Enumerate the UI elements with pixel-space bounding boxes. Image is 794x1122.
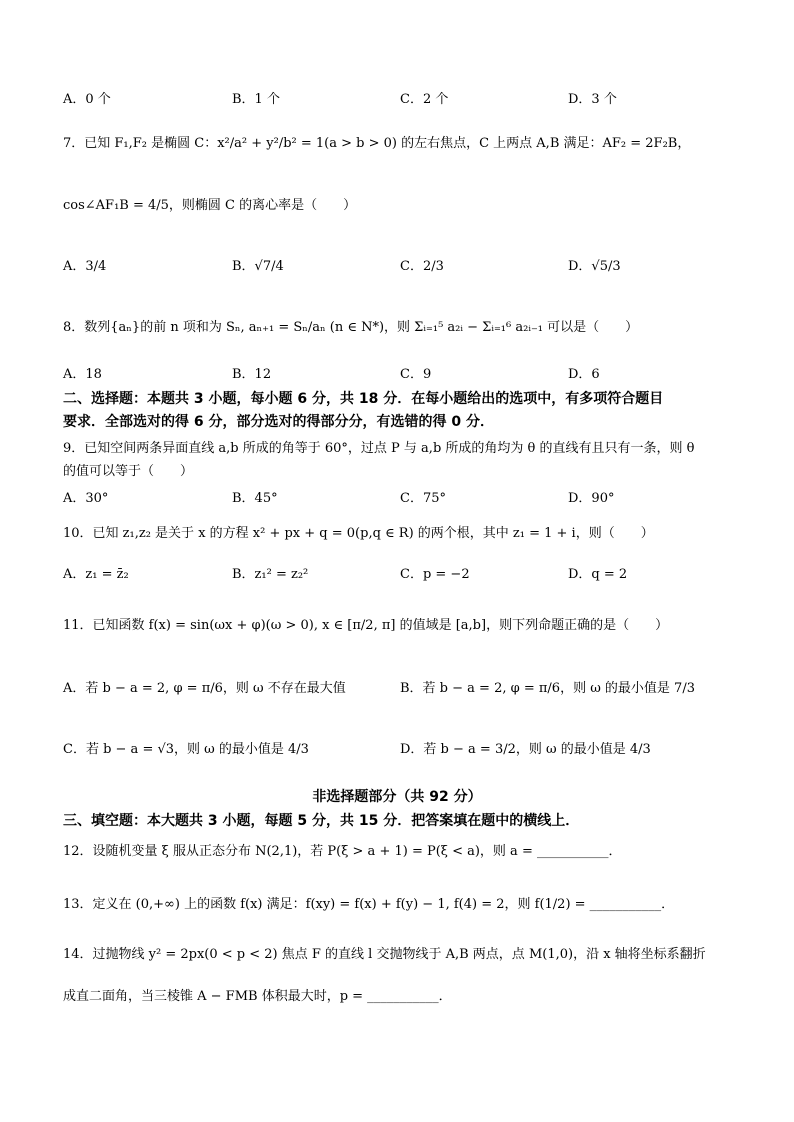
q11-option-a: A．若 b − a = 2, φ = π/6，则 ω 不存在最大值 xyxy=(63,681,346,696)
q10-option-c: C．p = −2 xyxy=(400,567,470,582)
q12-stem: 12．设随机变量 ξ 服从正态分布 N(2,1)，若 P(ξ > a + 1) = P(ξ < a)，则 a = ___________． xyxy=(63,844,622,859)
q6-option-b: B．1 个 xyxy=(232,92,280,107)
q7-option-d: D．√5/3 xyxy=(568,259,621,274)
q11-option-d: D．若 b − a = 3/2，则 ω 的最小值是 4/3 xyxy=(400,742,651,757)
q8-option-c: C．9 xyxy=(400,367,432,382)
q13-stem: 13．定义在 (0,+∞) 上的函数 f(x) 满足：f(xy) = f(x) + f(y) − 1, f(4) = 2，则 f(1/2) = ___________． xyxy=(63,897,675,912)
q10-option-b: B．z₁² = z₂² xyxy=(232,567,309,582)
q6-option-d: D．3 个 xyxy=(568,92,617,107)
section2-heading: 二、选择题：本题共 3 小题，每小题 6 分，共 18 分．在每小题给出的选项中，有多项符合题目 xyxy=(63,391,664,407)
q10-option-a: A．z₁ = z̄₂ xyxy=(63,567,129,582)
q8-option-b: B．12 xyxy=(232,367,272,382)
q9-option-a: A．30° xyxy=(63,491,109,506)
q11-option-c: C．若 b − a = √3，则 ω 的最小值是 4/3 xyxy=(63,742,309,757)
q8-stem: 8．数列{aₙ}的前 n 项和为 Sₙ, aₙ₊₁ = Sₙ/aₙ (n ∈ N*)，则 Σᵢ₌₁⁵ a₂ᵢ − Σᵢ₌₁⁶ a₂ᵢ₋₁ 可以是（ ） xyxy=(63,320,639,335)
q7-option-a: A．3/4 xyxy=(63,259,107,274)
part2-title: 非选择题部分（共 92 分） xyxy=(312,789,482,805)
q9-option-c: C．75° xyxy=(400,491,446,506)
q9-option-b: B．45° xyxy=(232,491,278,506)
q11-option-b: B．若 b − a = 2, φ = π/6，则 ω 的最小值是 7/3 xyxy=(400,681,695,696)
section2-heading-cont: 要求．全部选对的得 6 分，部分选对的得部分分，有选错的得 0 分． xyxy=(63,414,494,430)
q11-stem: 11．已知函数 f(x) = sin(ωx + φ)(ω > 0), x ∈ [π/2, π] 的值域是 [a,b]，则下列命题正确的是（ ） xyxy=(63,618,669,633)
q6-option-c: C．2 个 xyxy=(400,92,449,107)
q10-option-d: D．q = 2 xyxy=(568,567,628,582)
q7-option-c: C．2/3 xyxy=(400,259,444,274)
q8-option-a: A．18 xyxy=(63,367,102,382)
q9-stem-cont: 的值可以等于（ ） xyxy=(63,464,194,479)
q14-stem: 14．过抛物线 y² = 2px(0 < p < 2) 焦点 F 的直线 l 交抛物线于 A,B 两点，点 M(1,0)，沿 x 轴将坐标系翻折 xyxy=(63,947,706,962)
q6-option-a: A．0 个 xyxy=(63,92,111,107)
q7-stem-cont: cos∠AF₁B = 4/5，则椭圆 C 的离心率是（ ） xyxy=(63,198,357,213)
q9-option-d: D．90° xyxy=(568,491,615,506)
q14-stem-cont: 成直二面角，当三棱锥 A − FMB 体积最大时，p = ___________． xyxy=(63,989,452,1004)
q7-stem: 7．已知 F₁,F₂ 是椭圆 C：x²/a² + y²/b² = 1(a > b > 0) 的左右焦点，C 上两点 A,B 满足：AF₂ = 2F₂B， xyxy=(63,136,691,151)
section3-heading: 三、填空题：本大题共 3 小题，每题 5 分，共 15 分．把答案填在题中的横线上． xyxy=(63,813,580,829)
q10-stem: 10．已知 z₁,z₂ 是关于 x 的方程 x² + px + q = 0(p,q ∈ R) 的两个根，其中 z₁ = 1 + i，则（ ） xyxy=(63,526,654,541)
q8-option-d: D．6 xyxy=(568,367,600,382)
q7-option-b: B．√7/4 xyxy=(232,259,284,274)
q9-stem: 9．已知空间两条异面直线 a,b 所成的角等于 60°，过点 P 与 a,b 所成的角均为 θ 的直线有且只有一条，则 θ xyxy=(63,441,695,456)
